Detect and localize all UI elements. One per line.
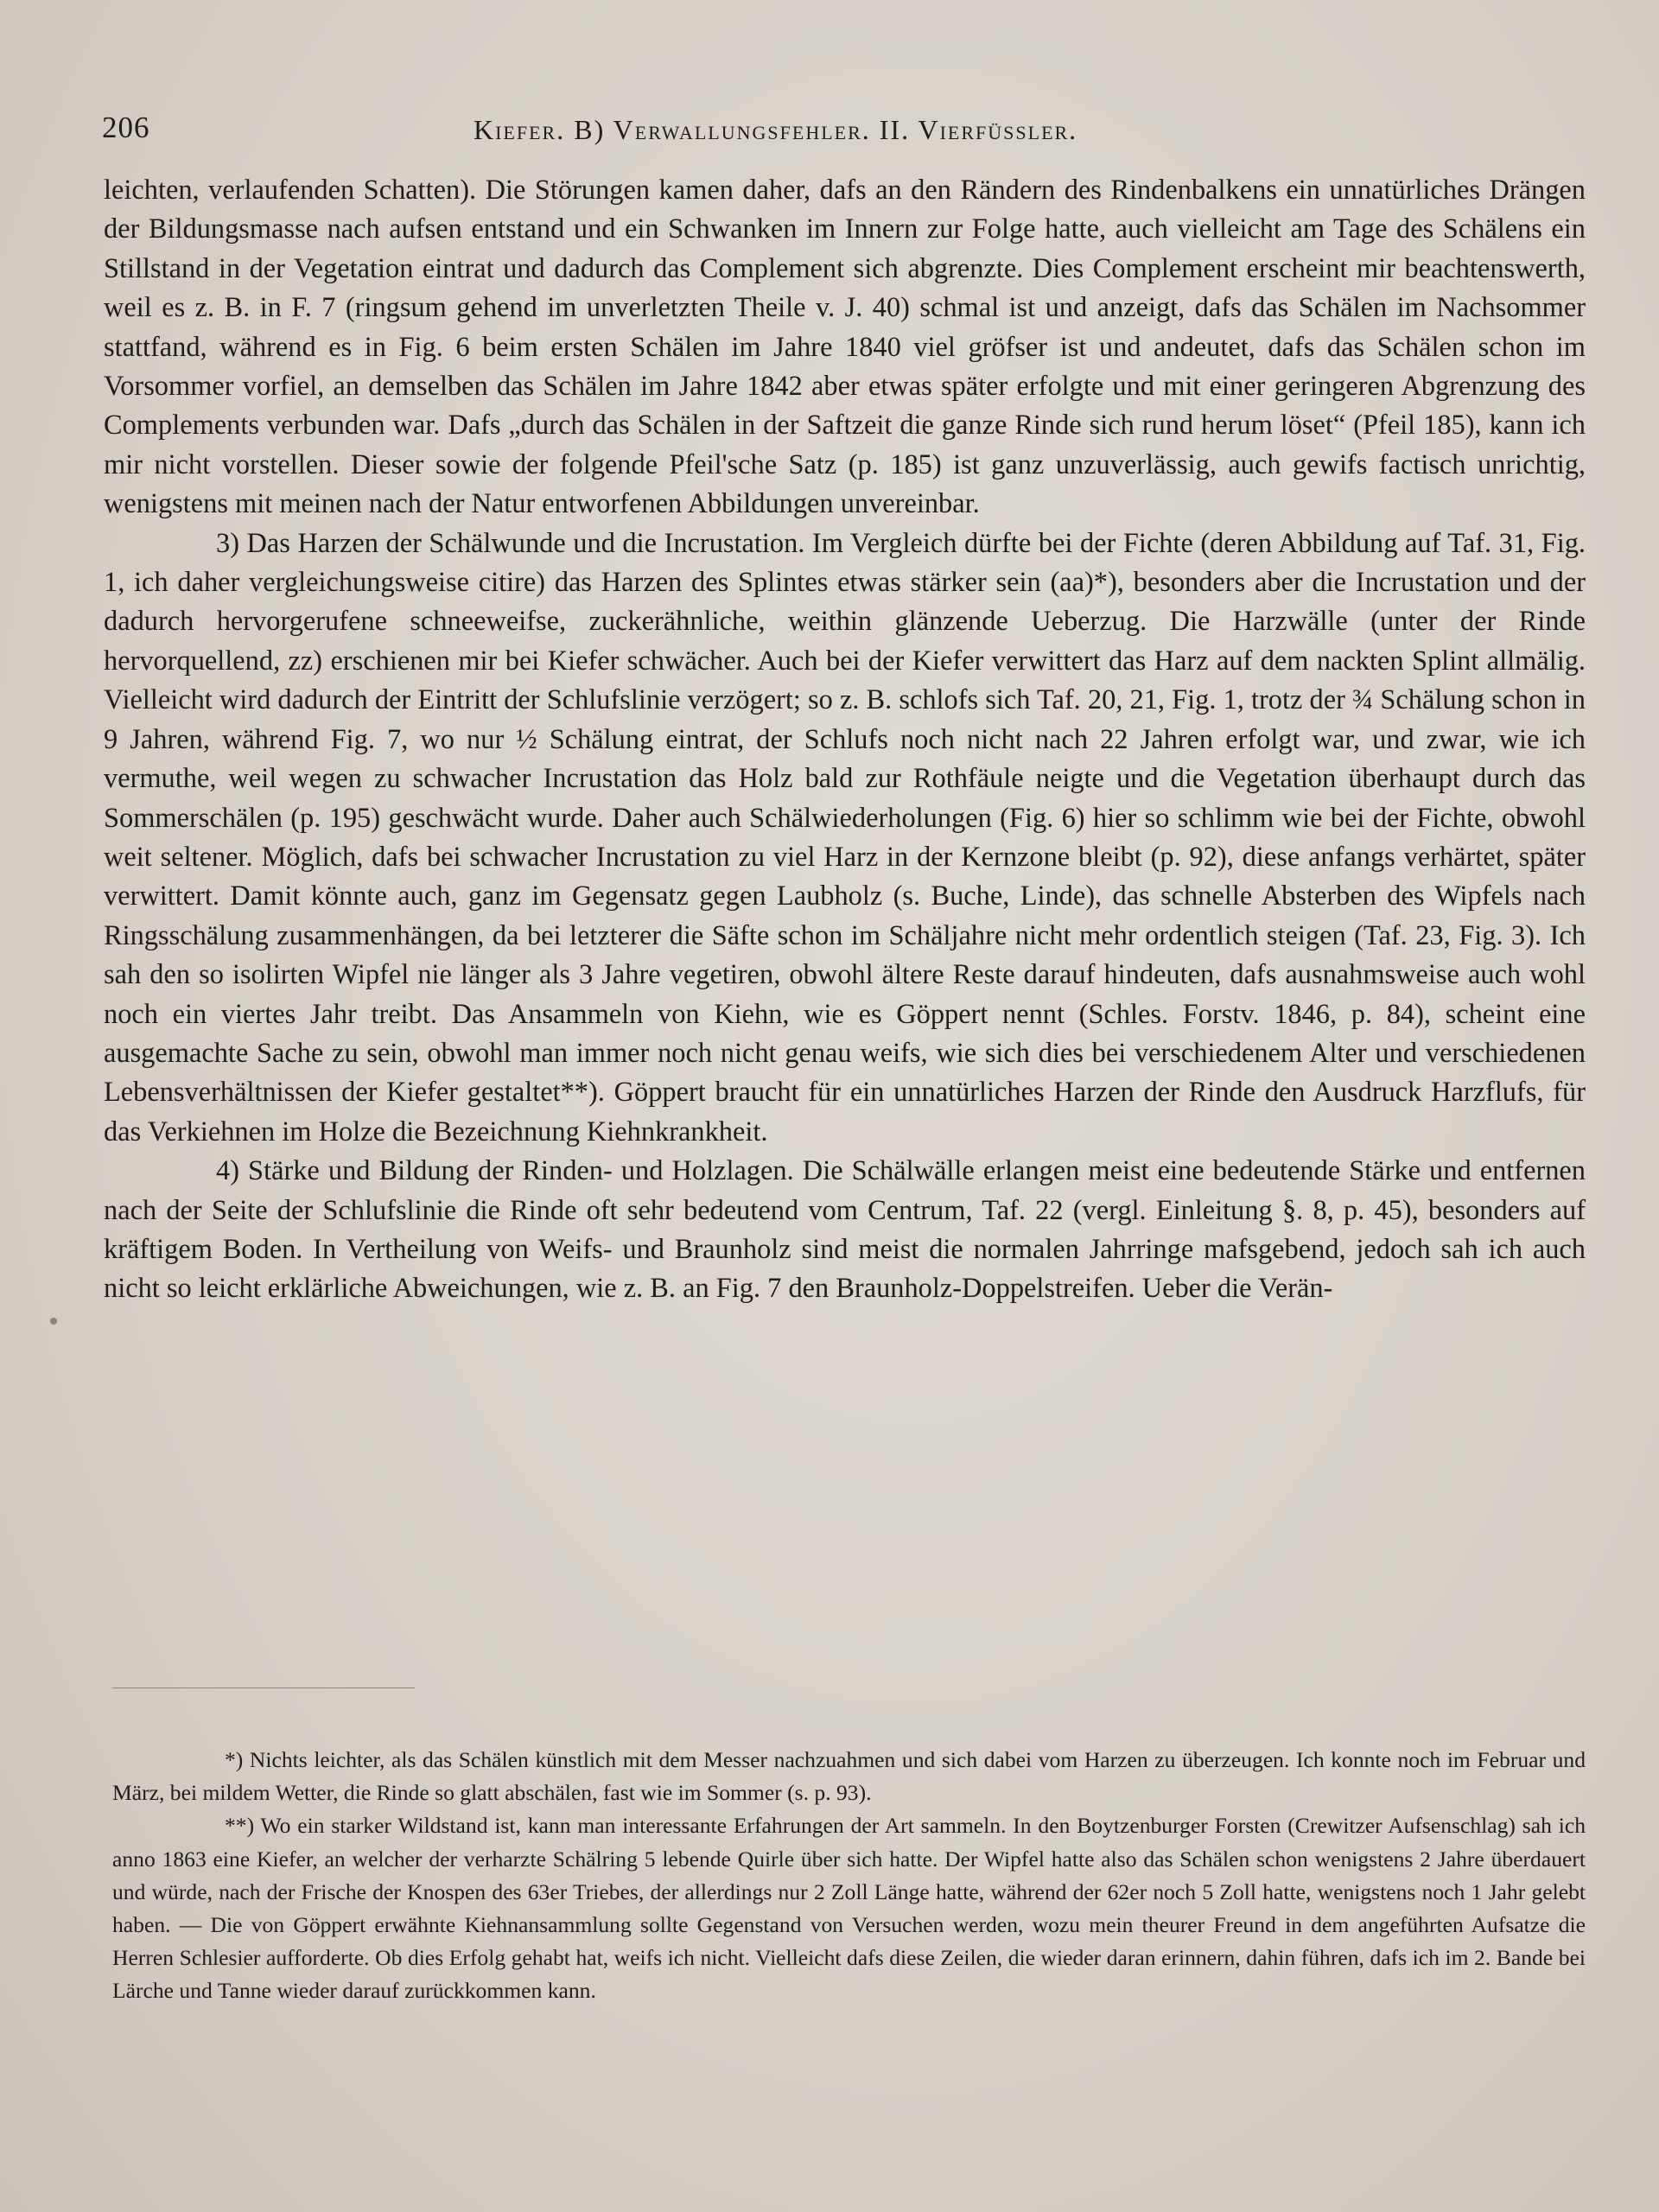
running-head-title: Kiefer. B) Verwallungsfehler. II. Vierfüssler.	[474, 114, 1078, 145]
paragraph-rinden-holzlagen: 4) Stärke und Bildung der Rinden- und Holzlagen. Die Schälwälle erlangen meist eine bedeutende Stärke und entfernen nach der Seite der Schlufslinie die Rinde oft sehr bedeutend vom Centrum, Taf. 22 (vergl. Einleitung §. 8, p. 45), besonders auf kräftigem Boden. In Vertheilung von Weifs- und Braunholz sind meist die normalen Jahrringe mafsgebend, jedoch sah ich auch nicht so leicht erklärliche Abweichungen, wie z. B. an Fig. 7 den Braunholz-Doppelstreifen. Ueber die Verän-	[104, 1155, 1586, 1305]
paper-speck	[50, 1318, 57, 1325]
main-text	[104, 171, 1586, 1309]
paragraph-complement: leichten, verlaufenden Schatten). Die Störungen kamen daher, dafs an den Rändern des Rindenbalkens ein unnatürliches Drängen der Bildungsmasse nach aufsen entstand und ein Schwanken im Innern zur Folge hatte, auch vielleicht am Tage des Schälens ein Stillstand in der Vegetation eintrat und dadurch das Complement sich abgrenzte. Dies Complement erscheint mir beachtenswerth, weil es z. B. in F. 7 (ringsum gehend im unverletzten Theile v. J. 40) schmal ist und anzeigt, dafs das Schälen im Nachsommer stattfand, während es in Fig. 6 beim ersten Schälen im Jahre 1840 viel gröfser ist und andeutet, dafs das Schälen schon im Vorsommer vorfiel, an demselben das Schälen im Jahre 1842 aber etwas später erfolgte und mit einer geringeren Abgrenzung des Complements verbunden war. Dafs „durch das Schälen in der Saftzeit die ganze Rinde sich rund herum löset“ (Pfeil 185), kann ich mir nicht vorstellen. Dieser sowie der folgende Pfeil'sche Satz (p. 185) ist ganz unzuverlässig, auch gewifs factisch unrichtig, wenigstens mit meinen nach der Natur entworfenen Abbildungen unvereinbar.	[104, 175, 1586, 520]
footnotes	[112, 1744, 1586, 2008]
paragraph-harzen-incrustation: 3) Das Harzen der Schälwunde und die Incrustation. Im Vergleich dürfte bei der Fichte (deren Abbildung auf Taf. 31, Fig. 1, ich daher vergleichungsweise citire) das Harzen des Splintes etwas stärker sein (aa)*), besonders aber die Incrustation und der dadurch hervorgerufene schneeweifse, zuckerähnliche, weithin glänzende Ueberzug. Die Harzwälle (unter der Rinde hervorquellend, zz) erschienen mir bei Kiefer schwächer. Auch bei der Kiefer verwittert das Harz auf dem nackten Splint allmälig. Vielleicht wird dadurch der Eintritt der Schlufslinie verzögert; so z. B. schlofs sich Taf. 20, 21, Fig. 1, trotz der ¾ Schälung schon in 9 Jahren, während Fig. 7, wo nur ½ Schälung eintrat, der Schlufs noch nicht nach 22 Jahren erfolgt war, und zwar, wie ich vermuthe, weil wegen zu schwacher Incrustation das Holz bald zur Rothfäule neigte und die Vegetation überhaupt durch das Sommerschälen (p. 195) geschwächt wurde. Daher auch Schälwiederholungen (Fig. 6) hier so schlimm wie bei der Fichte, obwohl weit seltener. Möglich, dafs bei schwacher Incrustation zu viel Harz in der Kernzone bleibt (p. 92), diese anfangs verhärtet, später verwittert. Damit könnte auch, ganz im Gegensatz gegen Laubholz (s. Buche, Linde), das schnelle Absterben des Wipfels nach Ringsschälung zusammenhängen, da bei letzterer die Säfte schon im Schäljahre nicht mehr ordentlich steigen (Taf. 23, Fig. 3). Ich sah den so isolirten Wipfel nie länger als 3 Jahre vegetiren, obwohl ältere Reste darauf hindeuten, dafs ausnahmsweise auch wohl noch ein viertes Jahr treibt. Das Ansammeln von Kiehn, wie es Göppert nennt (Schles. Forstv. 1846, p. 84), scheint eine ausgemachte Sache zu sein, obwohl man immer noch nicht genau weifs, wie sich dies bei verschiedenem Alter und verschiedenen Lebensverhältnissen der Kiefer gestaltet**). Göppert braucht für ein unnatürliches Harzen der Rinde den Ausdruck Harzflufs, für das Verkiehnen im Holze die Bezeichnung Kiehnkrankheit.	[104, 527, 1586, 1147]
footnote-1: *) Nichts leichter, als das Schälen künstlich mit dem Messer nachzuahmen und sich dabei vom Harzen zu überzeugen. Ich konnte noch im Februar und März, bei mildem Wetter, die Rinde so glatt abschälen, fast wie im Sommer (s. p. 93).	[112, 1747, 1586, 1806]
footnote-2: **) Wo ein starker Wildstand ist, kann man interessante Erfahrungen der Art sammeln. In den Boytzenburger Forsten (Crewitzer Aufsenschlag) sah ich anno 1863 eine Kiefer, an welcher der verharzte Schälring 5 lebende Quirle über sich hatte. Der Wipfel hatte also das Schälen schon wenigstens 2 Jahre überdauert und würde, nach der Frische der Knospen des 63er Triebes, der allerdings nur 2 Zoll Länge hatte, während der 62er noch 5 Zoll hatte, wenigstens noch 1 Jahr gelebt haben. — Die von Göppert erwähnte Kiehnansammlung sollte Gegenstand von Versuchen werden, wozu mein theurer Freund in dem angeführten Aufsatze die Herren Schlesier aufforderte. Ob dies Erfolg gehabt hat, weifs ich nicht. Vielleicht dafs diese Zeilen, die wieder daran erinnern, dahin führen, dafs ich im 2. Bande bei Lärche und Tanne wieder darauf zurückkommen kann.	[112, 1813, 1586, 2004]
running-head	[102, 111, 1588, 154]
page-number: 206	[102, 111, 150, 144]
